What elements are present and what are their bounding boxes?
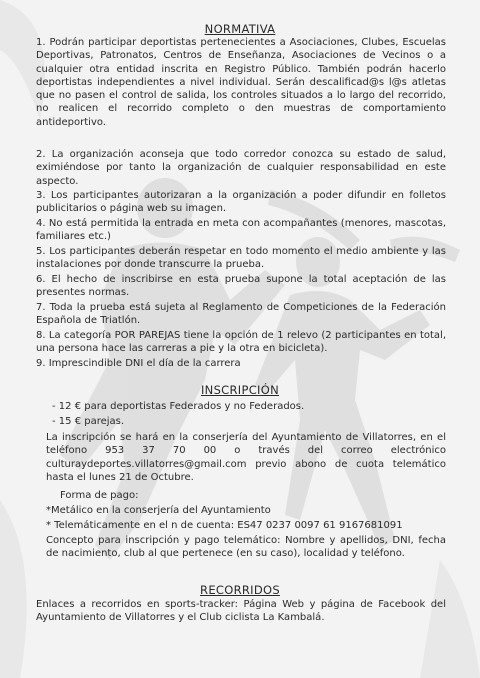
recorridos-title: RECORRIDOS [200, 583, 280, 597]
payment-cash: *Metálico en la conserjería del Ayuntamiento [46, 505, 271, 516]
normativa-item-9: 9. Imprescindible DNI el día de la carrera [36, 358, 241, 369]
normativa-item-3: 3. Los participantes autorizaran a la organización a poder difundir en folletos publicitarios o página web su imagen. [36, 190, 446, 215]
price-federados: - 12 € para deportistas Federados y no Federados. [52, 401, 305, 412]
inscripcion-text: La inscripción se hará en la conserjería del Ayuntamiento de Villatorres, en el teléfono 953 37 70 00 o través del correo electrónico culturaydeportes.villatorres@gmail.com previo abono de cuota telemático hasta el lunes 21 de Octubre. [46, 432, 446, 483]
normativa-item-8: 8. La categoría POR PAREJAS tiene la opción de 1 relevo (2 participantes en total, una persona hace las carreras a pie y la otra en bicicleta). [36, 330, 446, 355]
normativa-item-5: 5. Los participantes deberán respetar en todo momento el medio ambiente y las instalaciones por donde transcurre la prueba. [36, 246, 446, 271]
payment-concept: Concepto para inscripción y pago telemático: Nombre y apellidos, DNI, fecha de nacimiento, club al que pertenece (en su caso), localidad y teléfono. [46, 535, 446, 560]
recorridos-text: Enlaces a recorridos en sports-tracker: Página Web y página de Facebook del Ayuntamiento de Villatorres y el Club ciclista La Kambalá. [36, 599, 446, 624]
normativa-item-4: 4. No está permitida la entrada en meta con acompañantes (menores, mascotas, familiares etc.) [36, 218, 446, 243]
payment-label: Forma de pago: [60, 490, 139, 501]
normativa-item-6: 6. El hecho de inscribirse en esta prueba supone la total aceptación de las presentes normas. [36, 274, 446, 299]
normativa-title: NORMATIVA [204, 22, 276, 36]
inscripcion-title: INSCRIPCIÓN [200, 383, 280, 397]
normativa-item-1: 1. Podrán participar deportistas pertenecientes a Asociaciones, Clubes, Escuelas Deportivas, Patronatos, Centros de Enseñanza, Asociaciones de Vecinos o a cualquier otra entidad inscrita en Registro Público. También podrán hacerlo deportistas independientes a nivel individual. Serán descalificad@s l@s atletas que no pasen el control de salida, los controles situados a lo largo del recorrido, no realicen el recorrido completo o den muestras de comportamiento antideportivo. [36, 37, 446, 128]
price-parejas: - 15 € parejas. [52, 416, 125, 427]
normativa-item-7: 7. Toda la prueba está sujeta al Reglamento de Competiciones de la Federación Española de Triatlón. [36, 302, 446, 327]
payment-transfer: * Telemáticamente en el n de cuenta: ES47 0237 0097 61 9167681091 [46, 520, 403, 531]
normativa-item-2: 2. La organización aconseja que todo corredor conozca su estado de salud, eximiéndose por tanto la organización de cualquier responsabilidad en este aspecto. [36, 149, 446, 187]
